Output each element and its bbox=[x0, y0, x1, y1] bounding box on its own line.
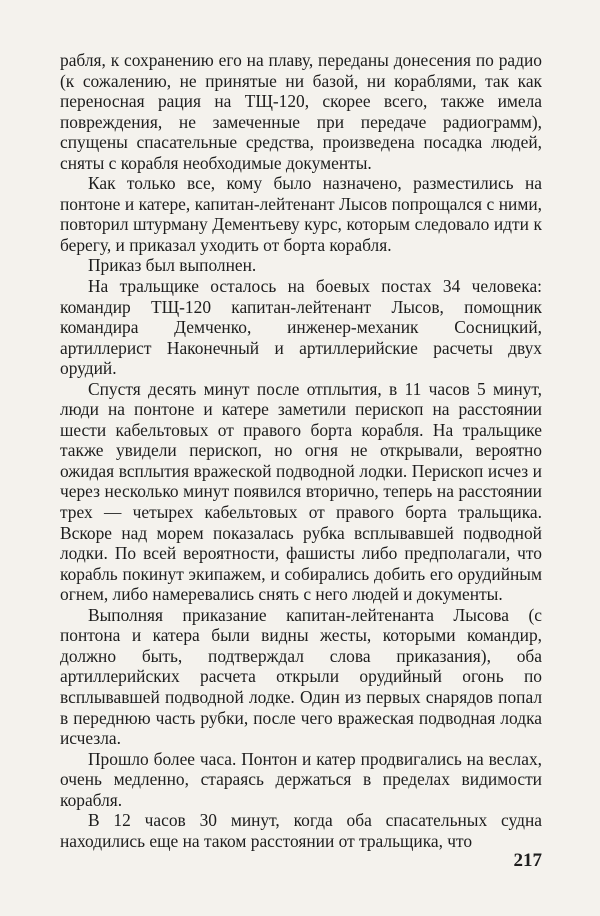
paragraph: Как только все, кому было назначено, разместились на понтоне и катере, капитан-лейтенант Лысов попрощался с ними, повторил штурману Дементьеву курс, которым следовало идти к берегу, и приказал уходить от борта корабля. bbox=[60, 173, 542, 255]
page-number: 217 bbox=[513, 850, 542, 871]
paragraph: Выполняя приказание капитан-лейтенанта Лысова (с понтона и катера были видны жесты, которыми командир, должно быть, подтверждал слова приказания), оба артиллерийских расчета открыли орудийный огонь по всплывавшей подводной лодке. Один из первых снарядов попал в переднюю часть рубки, после чего вражеская подводная лодка исчезла. bbox=[60, 604, 542, 749]
paragraph: На тральщике осталось на боевых постах 34 человека: командир ТЩ-120 капитан-лейтенант Лысов, помощник командира Демченко, инженер-механик Сосницкий, артиллерист Наконечный и артиллерийские расчеты двух орудий. bbox=[60, 276, 542, 379]
page-body bbox=[60, 50, 542, 851]
paragraph-continuation: рабля, к сохранению его на плаву, переданы донесения по радио (к сожалению, не принятые ни базой, ни кораблями, так как переносная рация на ТЩ-120, скорее всего, также имела повреждения, не замеченные при передаче радиограмм), спущены спасательные средства, произведена посадка людей, сняты с корабля необходимые документы. bbox=[60, 50, 542, 173]
paragraph: В 12 часов 30 минут, когда оба спасательных судна находились еще на таком расстоянии от тральщика, что bbox=[60, 810, 542, 851]
paragraph: Спустя десять минут после отплытия, в 11 часов 5 минут, люди на понтоне и катере заметили перископ на расстоянии шести кабельтовых от правого борта корабля. На тральщике также увидели перископ, но огня не открывали, вероятно ожидая всплытия вражеской подводной лодки. Перископ исчез и через несколько минут появился вторично, теперь на расстоянии трех — четырех кабельтовых от правого борта тральщика. Вскоре над морем показалась рубка всплывавшей подводной лодки. По всей вероятности, фашисты либо предполагали, что корабль покинут экипажем, и собирались добить его орудийным огнем, либо намеревались снять с него людей и документы. bbox=[60, 378, 542, 605]
paragraph: Прошло более часа. Понтон и катер продвигались на веслах, очень медленно, стараясь держаться в пределах видимости корабля. bbox=[60, 748, 542, 810]
paragraph: Приказ был выполнен. bbox=[88, 255, 257, 276]
